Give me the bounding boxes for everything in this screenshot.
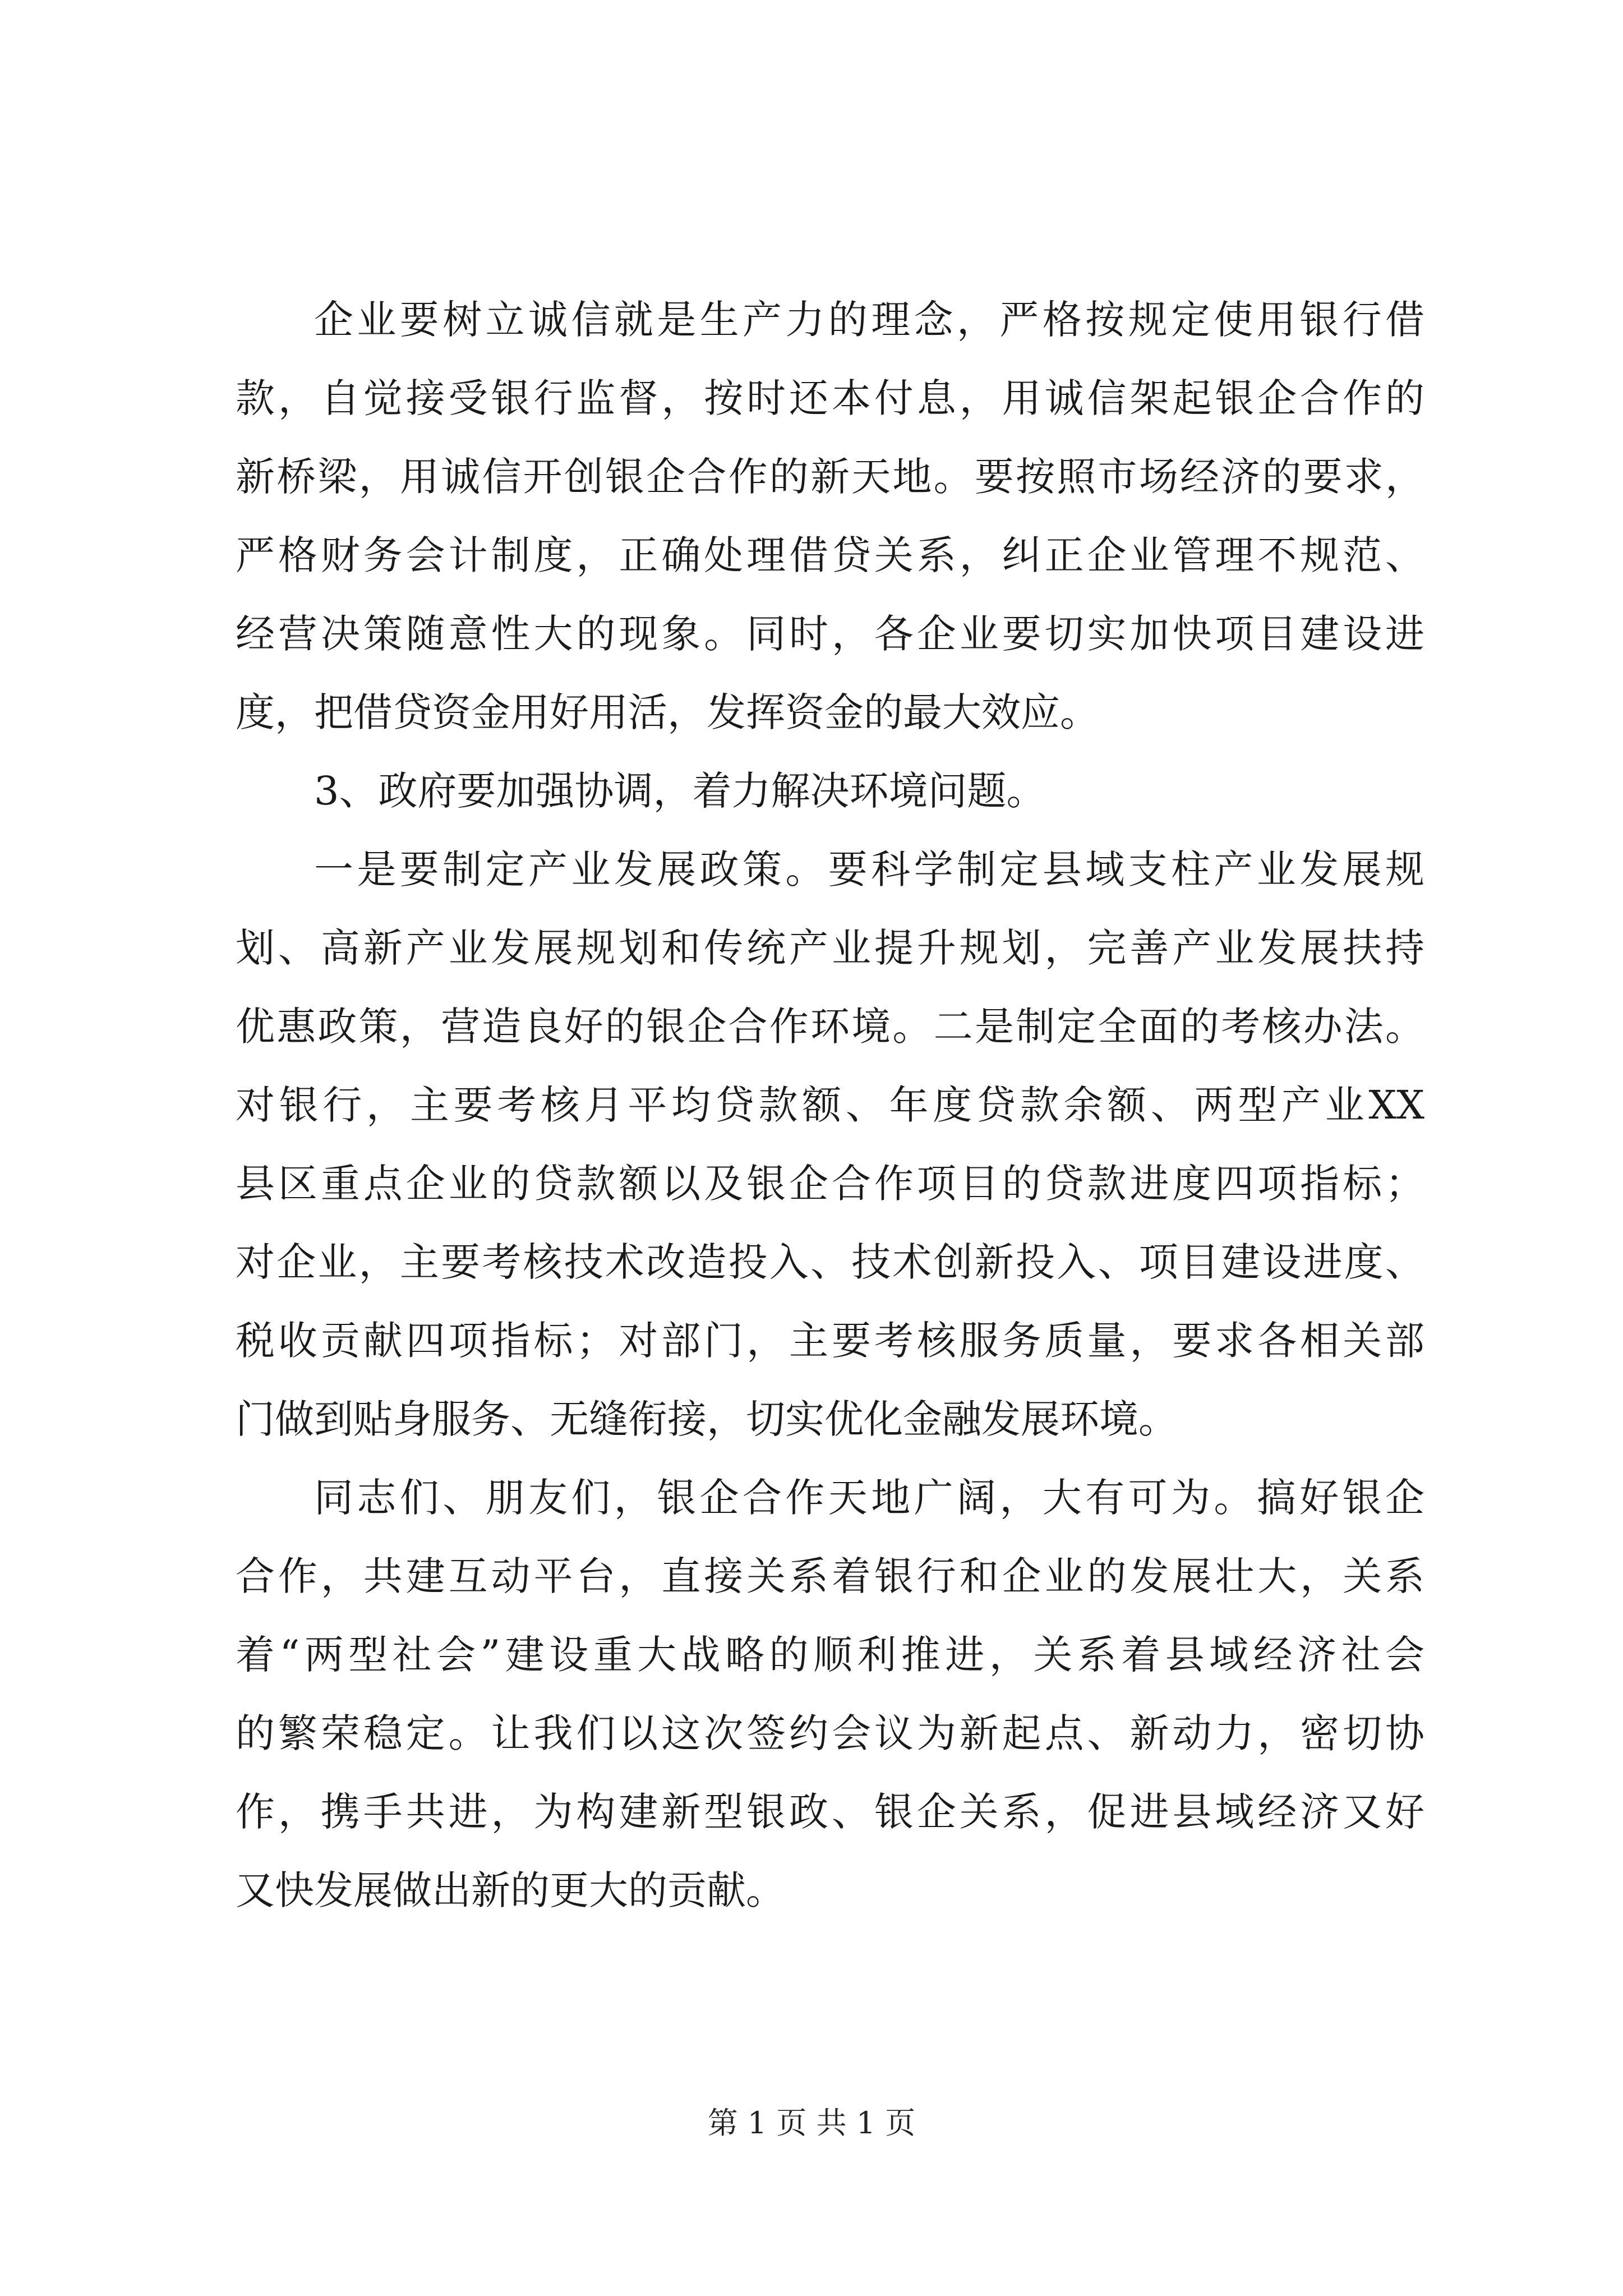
text-line: 优惠政策，营造良好的银企合作环境。二是制定全面的考核办法。 — [236, 1004, 1424, 1050]
text-line: 企业要树立诚信就是生产力的理念，严格按规定使用银行借 — [314, 297, 1424, 343]
page-number-footer: 第 1 页 共 1 页 — [707, 2105, 916, 2141]
text-line: 款，自觉接受银行监督，按时还本付息，用诚信架起银企合作的 — [236, 375, 1424, 421]
text-line: 度，把借贷资金用好用活，发挥资金的最大效应。 — [236, 689, 1099, 735]
text-line: 县区重点企业的贷款额以及银企合作项目的贷款进度四项指标； — [236, 1161, 1424, 1207]
text-line: 的繁荣稳定。让我们以这次签约会议为新起点、新动力，密切协 — [236, 1710, 1424, 1756]
text-line: 合作，共建互动平台，直接关系着银行和企业的发展壮大，关系 — [236, 1553, 1424, 1599]
text-line: 新桥梁，用诚信开创银企合作的新天地。要按照市场经济的要求， — [236, 454, 1424, 500]
text-line: 经营决策随意性大的现象。同时，各企业要切实加快项目建设进 — [236, 611, 1424, 657]
text-line: 严格财务会计制度，正确处理借贷关系，纠正企业管理不规范、 — [236, 532, 1424, 578]
text-line: 又快发展做出新的更大的贡献。 — [236, 1867, 785, 1913]
section-heading: 3、政府要加强协调，着力解决环境问题。 — [314, 768, 1046, 814]
text-line: 着“两型社会”建设重大战略的顺利推进，关系着县域经济社会 — [236, 1632, 1424, 1678]
text-line: 划、高新产业发展规划和传统产业提升规划，完善产业发展扶持 — [236, 925, 1424, 971]
text-line: 同志们、朋友们，银企合作天地广阔，大有可为。搞好银企 — [314, 1475, 1424, 1521]
text-line: 对企业，主要考核技术改造投入、技术创新投入、项目建设进度、 — [236, 1239, 1424, 1285]
text-line: 一是要制定产业发展政策。要科学制定县域支柱产业发展规 — [314, 846, 1424, 892]
text-line: 税收贡献四项指标；对部门，主要考核服务质量，要求各相关部 — [236, 1318, 1424, 1364]
text-line: 作，携手共进，为构建新型银政、银企关系，促进县域经济又好 — [236, 1789, 1424, 1835]
text-line: 门做到贴身服务、无缝衔接，切实优化金融发展环境。 — [236, 1396, 1178, 1442]
text-line: 对银行，主要考核月平均贷款额、年度贷款余额、两型产业XX — [236, 1082, 1424, 1128]
